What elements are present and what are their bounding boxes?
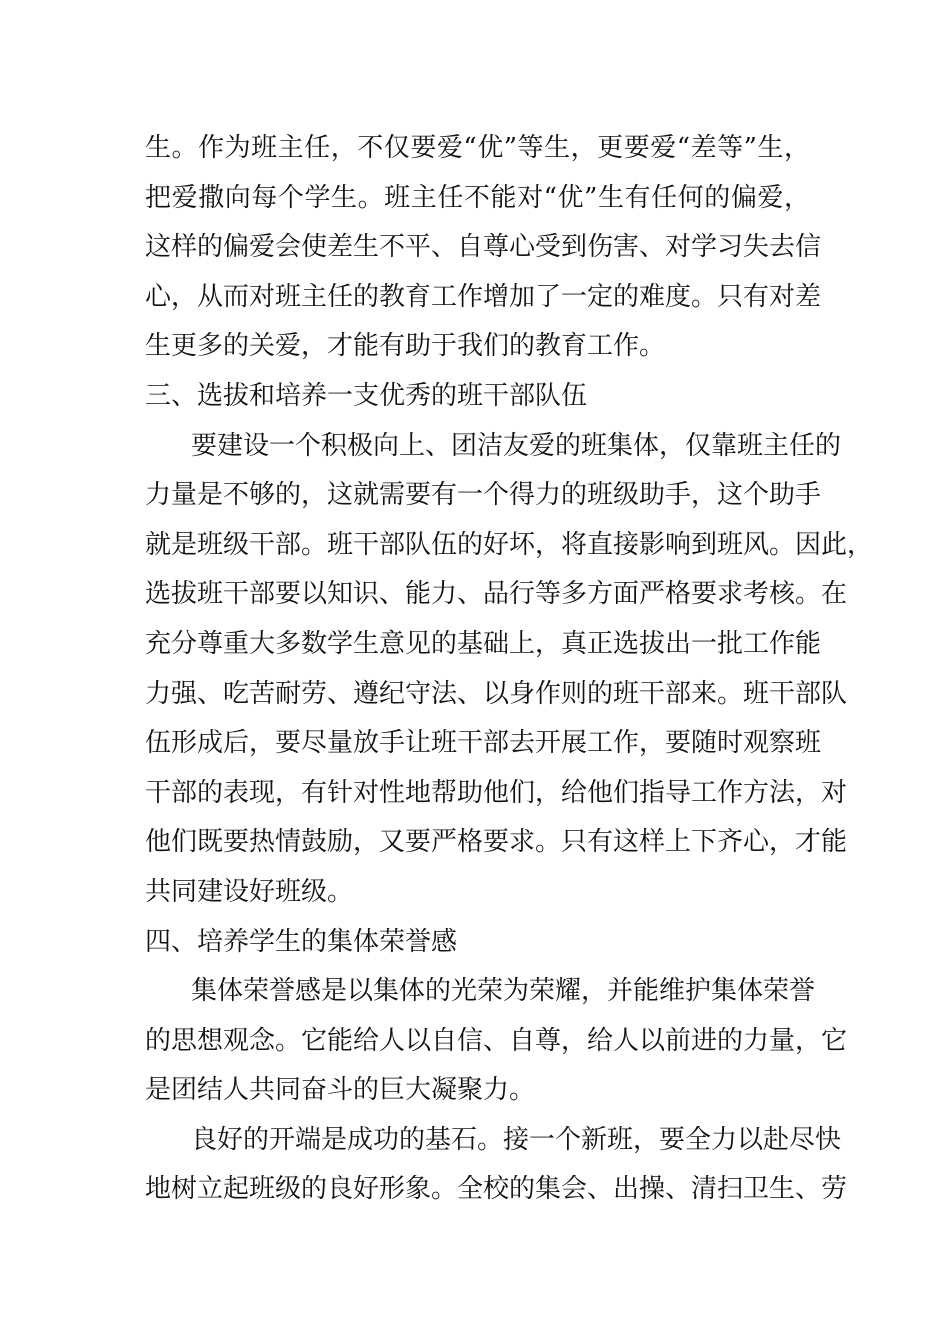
text-line: 充分尊重大多数学生意见的基础上，真正选拔出一批工作能 [145,628,822,659]
text-line: 干部的表现，有针对性地帮助他们，给他们指导工作方法，对 [145,777,848,808]
text-line: 集体荣誉感是以集体的光荣为荣耀，并能维护集体荣誉 [191,976,816,1007]
text-line: 就是班级干部。班干部队伍的好坏，将直接影响到班风。因此， [145,529,874,560]
document-body [145,124,874,1215]
text-line: 力强、吃苦耐劳、遵纪守法、以身作则的班干部来。班干部队 [145,678,848,709]
text-line: 共同建设好班级。 [145,876,354,907]
text-line: 地树立起班级的良好形象。全校的集会、出操、清扫卫生、劳 [145,1174,848,1205]
text-line: 生。作为班主任，不仅要爱“优”等生，更要爱“差等”生， [145,133,810,163]
text-line: 是团结人共同奋斗的巨大凝聚力。 [145,1075,536,1106]
text-line: 良好的开端是成功的基石。接一个新班，要全力以赴尽快 [191,1124,842,1155]
text-line: 这样的偏爱会使差生不平、自尊心受到伤害、对学习失去信 [145,232,822,263]
text-line: 力量是不够的，这就需要有一个得力的班级助手，这个助手 [145,480,822,511]
text-line: 生更多的关爱，才能有助于我们的教育工作。 [145,331,666,362]
text-line: 要建设一个积极向上、团洁友爱的班集体，仅靠班主任的 [191,430,842,461]
text-line: 心，从而对班主任的教育工作增加了一定的难度。只有对差 [145,281,822,312]
text-line: 的思想观念。它能给人以自信、自尊，给人以前进的力量，它 [145,1025,848,1056]
section-heading: 三、选拔和培养一支优秀的班干部队伍 [145,380,588,411]
text-line: 伍形成后，要尽量放手让班干部去开展工作，要随时观察班 [145,728,822,759]
text-line: 把爱撒向每个学生。班主任不能对“优”生有任何的偏爱， [145,182,810,213]
text-line: 选拔班干部要以知识、能力、品行等多方面严格要求考核。在 [145,579,848,610]
text-line: 他们既要热情鼓励，又要严格要求。只有这样上下齐心，才能 [145,827,848,858]
section-heading: 四、培养学生的集体荣誉感 [145,926,458,957]
